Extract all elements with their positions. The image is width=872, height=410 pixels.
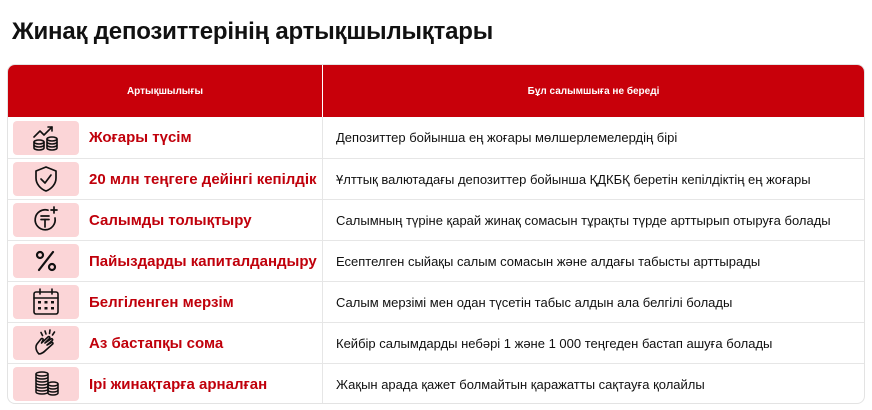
table-row bbox=[8, 281, 864, 322]
benefit-cell: Есептелген сыйақы салым сомасын және алдағы табысты арттырады bbox=[336, 253, 761, 269]
table-row bbox=[8, 117, 864, 158]
advantage-label: 20 млн теңгеге дейінгі кепілдік bbox=[89, 170, 317, 188]
benefit-cell: Ұлттық валютадағы депозиттер бойынша ҚДКБҚ беретін кепілдіктің ең жоғары bbox=[336, 171, 811, 187]
advantage-label: Салымды толықтыру bbox=[89, 211, 252, 229]
advantage-cell bbox=[8, 117, 323, 158]
shield-check-icon bbox=[13, 162, 79, 196]
column-header-advantage: Артықшылығы bbox=[8, 65, 323, 117]
advantage-label: Жоғары түсім bbox=[89, 129, 192, 146]
advantage-cell bbox=[8, 364, 323, 404]
benefit-cell: Салымның түріне қарай жинақ сомасын тұрақты түрде арттырып отыруға болады bbox=[336, 212, 831, 228]
advantage-cell bbox=[8, 159, 323, 199]
table-row bbox=[8, 363, 864, 404]
percent-icon bbox=[13, 244, 79, 278]
advantages-table bbox=[7, 64, 865, 404]
advantage-cell bbox=[8, 241, 323, 281]
advantage-label: Белгіленген мерзім bbox=[89, 293, 234, 311]
advantage-cell bbox=[8, 282, 323, 322]
coin-stacks-icon bbox=[13, 367, 79, 401]
table-row bbox=[8, 158, 864, 199]
advantage-cell bbox=[8, 200, 323, 240]
table-row bbox=[8, 199, 864, 240]
advantage-cell bbox=[8, 323, 323, 363]
benefit-cell: Жақын арада қажет болмайтын қаражатты сақтауға қолайлы bbox=[336, 376, 705, 392]
growth-coins-icon bbox=[13, 121, 79, 155]
advantage-label: Ірі жинақтарға арналған bbox=[89, 375, 268, 393]
column-header-benefit: Бұл салымшыға не береді bbox=[527, 85, 660, 97]
tenge-plus-icon bbox=[13, 203, 79, 237]
table-row bbox=[8, 322, 864, 363]
benefit-cell: Кейбір салымдарды небәрі 1 және 1 000 теңгеден бастап ашуға болады bbox=[336, 335, 773, 351]
benefit-cell: Салым мерзімі мен одан түсетін табыс алдын ала белгілі болады bbox=[336, 294, 733, 310]
table-row bbox=[8, 240, 864, 281]
benefit-cell: Депозиттер бойынша ең жоғары мөлшерлемелердің бірі bbox=[336, 130, 678, 145]
table-header bbox=[8, 65, 864, 117]
advantage-label: Пайыздарды капиталдандыру bbox=[89, 252, 317, 270]
advantage-label: Аз бастапқы сома bbox=[89, 334, 224, 352]
calendar-icon bbox=[13, 285, 79, 319]
page-title: Жинақ депозиттерінің артықшылықтары bbox=[12, 18, 494, 45]
hand-snap-icon bbox=[13, 326, 79, 360]
table-body bbox=[8, 117, 864, 404]
